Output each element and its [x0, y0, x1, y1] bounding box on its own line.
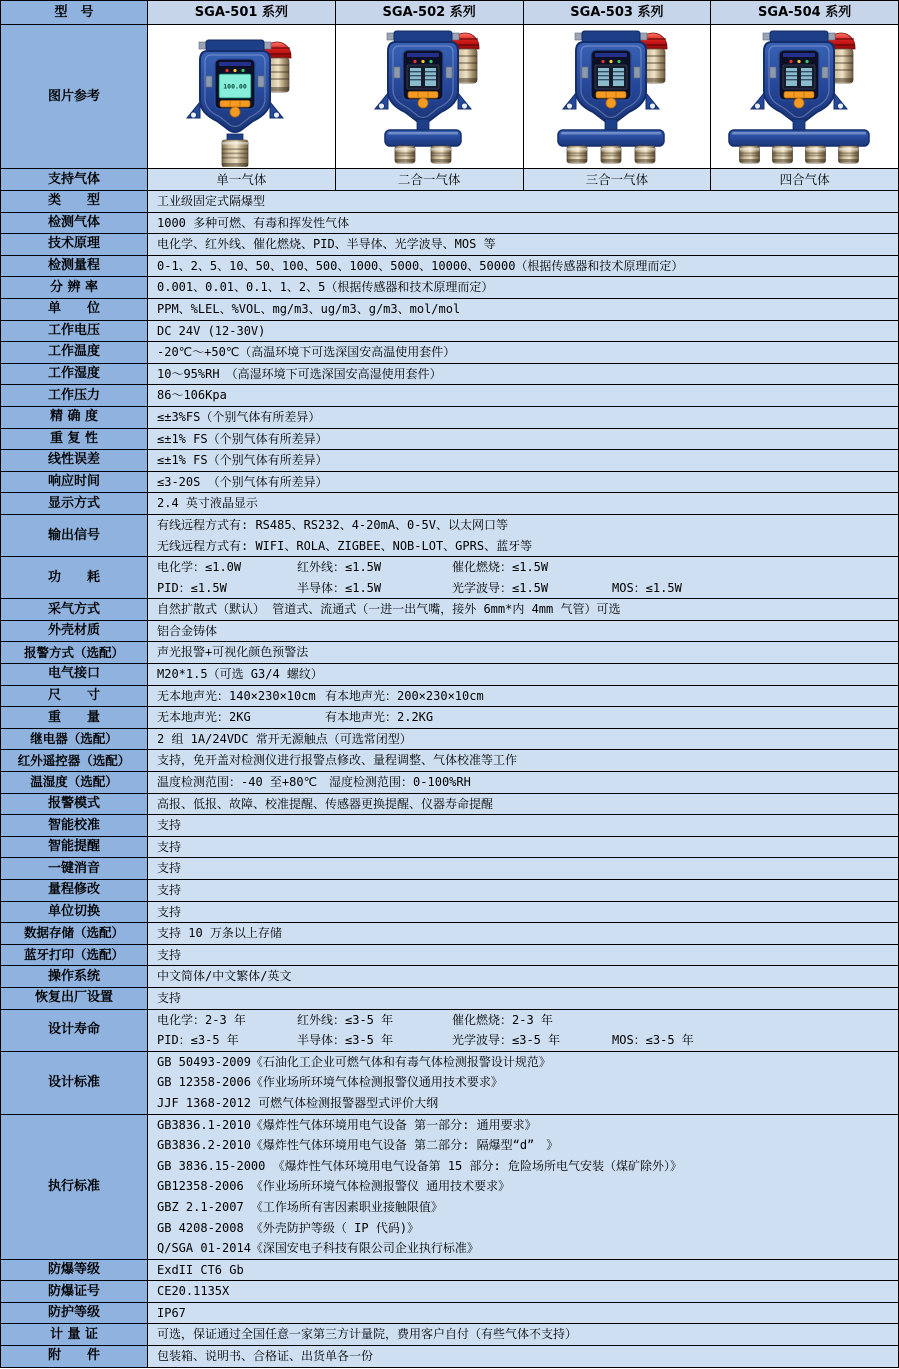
model-header-sga-504: SGA-504 系列	[711, 1, 898, 24]
spec-row-value	[148, 1281, 898, 1302]
value-line	[157, 1260, 894, 1281]
spec-row-value	[148, 945, 898, 966]
spec-row-label: 智能提醒	[1, 837, 148, 858]
value-line	[157, 342, 894, 363]
value-line	[157, 966, 894, 987]
value-line	[157, 256, 894, 277]
spec-row	[1, 320, 898, 342]
spec-row	[1, 1280, 898, 1302]
value-segment: ExdII CT6 Gb	[157, 1262, 244, 1277]
value-line	[157, 472, 894, 493]
sensor-probe	[222, 140, 248, 167]
value-segment: 10～95%RH （高湿环境下可选深国安高湿使用套件）	[157, 366, 442, 381]
value-segment: 支持	[157, 839, 182, 854]
value-line	[157, 1052, 894, 1073]
value-line	[157, 729, 894, 750]
spec-row	[1, 598, 898, 620]
value-segment: 2.4 英寸液晶显示	[157, 496, 258, 511]
spec-row-label: 重 复 性	[1, 429, 148, 450]
spec-row-label: 计 量 证	[1, 1324, 148, 1345]
spec-row	[1, 255, 898, 277]
value-line	[157, 557, 894, 578]
value-line	[157, 1218, 894, 1239]
value-line	[157, 407, 894, 428]
value-line	[157, 429, 894, 450]
spec-row-label: 检测量程	[1, 256, 148, 277]
value-line	[157, 1281, 894, 1302]
value-segment: 催化燃烧：≤1.5W	[452, 560, 549, 575]
spec-row-label: 工作电压	[1, 321, 148, 342]
device-image-sga-501	[148, 26, 334, 167]
value-segment: 高报、低报、故障、校准提醒、传感器更换提醒、仪器寿命提醒	[157, 796, 494, 811]
spec-row-label: 精 确 度	[1, 407, 148, 428]
spec-row-value	[148, 923, 898, 944]
value-line	[157, 642, 894, 663]
spec-row	[1, 987, 898, 1009]
spec-row	[1, 771, 898, 793]
spec-row	[1, 449, 898, 471]
spec-row	[1, 793, 898, 815]
spec-row-label: 工作压力	[1, 385, 148, 406]
value-line	[157, 815, 894, 836]
value-line	[157, 1303, 894, 1324]
value-segment: 电化学、红外线、催化燃烧、PID、半导体、光学波导、MOS 等	[157, 237, 496, 252]
value-segment: PPM、%LEL、%VOL、mg/m3、ug/m3、g/m3、mol/mol	[157, 301, 461, 316]
detector-head	[751, 31, 847, 123]
spec-row-label: 功 耗	[1, 557, 148, 598]
value-segment: PID：≤1.5W	[157, 580, 227, 595]
value-segment: 86～106Kpa	[157, 388, 227, 403]
value-segment: 0-1、2、5、10、50、100、500、1000、5000、10000、50000（根据传感器和技术原理而定）	[157, 258, 684, 273]
model-header-sga-502: SGA-502 系列	[336, 1, 524, 24]
value-segment: MOS：≤3-5 年	[612, 1033, 694, 1048]
value-segment: 有线远程方式有: RS485、RS232、4-20mA、0-5V、以太网口等	[157, 517, 508, 532]
spec-row	[1, 836, 898, 858]
value-line	[157, 1115, 894, 1136]
spec-row-label: 单位切换	[1, 902, 148, 923]
sensor-probe	[431, 146, 451, 163]
spec-row	[1, 965, 898, 987]
spec-row-value	[148, 686, 898, 707]
spec-row-label: 类 型	[1, 191, 148, 212]
spec-row-value	[148, 277, 898, 298]
value-line	[157, 1197, 894, 1218]
value-line	[157, 1030, 894, 1051]
spec-row	[1, 298, 898, 320]
device-image-cell-4	[711, 25, 898, 168]
value-line	[157, 321, 894, 342]
value-segment: GB3836.2-2010《爆炸性气体环境用电气设备 第二部分: 隔爆型“d” 》	[157, 1138, 559, 1153]
spec-row-value	[148, 191, 898, 212]
value-segment: M20*1.5（可选 G3/4 螺纹）	[157, 667, 323, 682]
spec-row-label: 设计寿命	[1, 1010, 148, 1051]
spec-row-value	[148, 966, 898, 987]
value-segment: 自然扩散式（默认） 管道式、流通式（一进一出气嘴，接外 6mm*内 4mm 气管）可选	[157, 602, 621, 617]
value-segment: MOS：≤1.5W	[612, 580, 682, 595]
value-segment: ≤3-20S （个别气体有所差异）	[157, 474, 328, 489]
value-segment: GB 3836.15-2000 《爆炸性气体环境用电气设备第 15 部分: 危险场所电气安装（煤矿除外）》	[157, 1158, 682, 1173]
spec-row-value	[148, 364, 898, 385]
value-segment: 支持	[157, 990, 182, 1005]
value-line	[157, 299, 894, 320]
spec-row-value	[148, 707, 898, 728]
spec-row	[1, 556, 898, 598]
value-line	[157, 664, 894, 685]
gas-type-single: 单一气体	[148, 169, 336, 190]
value-line	[157, 1156, 894, 1177]
value-segment: -20℃～+50℃（高温环境下可选深国安高温使用套件）	[157, 345, 456, 360]
sensor-probe	[772, 146, 792, 163]
spec-row-value	[148, 472, 898, 493]
value-segment: 支持 10 万条以上存储	[157, 926, 282, 941]
spec-row	[1, 384, 898, 406]
sensor-probe	[805, 146, 825, 163]
value-line	[157, 794, 894, 815]
gas-type-4in1: 四合气体	[711, 169, 898, 190]
gas-row-label: 支持气体	[1, 169, 148, 190]
spec-row-value	[148, 429, 898, 450]
spec-row-value	[148, 407, 898, 428]
spec-row	[1, 428, 898, 450]
value-segment: 光学波导：≤1.5W	[452, 580, 549, 595]
value-segment: 无线远程方式有: WIFI、ROLA、ZIGBEE、NOB-LOT、GPRS、蓝牙等	[157, 538, 533, 553]
spec-row-label: 量程修改	[1, 880, 148, 901]
value-segment: 红外线：≤3-5 年	[297, 1012, 394, 1027]
spec-row-value	[148, 750, 898, 771]
device-image-cell-3	[524, 25, 712, 168]
value-segment: 电化学：≤1.0W	[157, 560, 242, 575]
spec-row-label: 智能校准	[1, 815, 148, 836]
value-segment: 0.001、0.01、0.1、1、2、5（根据传感器和技术原理而定）	[157, 280, 494, 295]
spec-row-value	[148, 342, 898, 363]
value-line	[157, 599, 894, 620]
spec-row-label: 单 位	[1, 299, 148, 320]
value-segment: 可选，保证通过全国任意一家第三方计量院，费用客户自付（有些气体不支持）	[157, 1327, 578, 1342]
image-reference-row	[1, 24, 898, 168]
device-image-cell-1	[148, 25, 336, 168]
spec-row-value	[148, 1115, 898, 1259]
spec-row	[1, 879, 898, 901]
value-segment: GBZ 2.1-2007 《工作场所有害因素职业接触限值》	[157, 1199, 443, 1214]
value-segment: 支持	[157, 947, 182, 962]
supported-gas-row	[1, 168, 898, 190]
spec-row-value	[148, 599, 898, 620]
spec-row	[1, 492, 898, 514]
value-segment: DC 24V (12-30V)	[157, 323, 266, 338]
value-segment: 工业级固定式隔爆型	[157, 194, 266, 208]
spec-row-value	[148, 1324, 898, 1345]
spec-row	[1, 514, 898, 556]
spec-row	[1, 620, 898, 642]
spec-row-value	[148, 858, 898, 879]
value-segment: 温度检测范围：-40 至+80℃ 湿度检测范围：0-100%RH	[157, 775, 471, 790]
value-line	[157, 1093, 894, 1114]
value-segment: CE20.1135X	[157, 1284, 230, 1299]
spec-row	[1, 363, 898, 385]
value-line	[157, 536, 894, 557]
spec-row-value	[148, 515, 898, 556]
value-segment: 半导体：≤3-5 年	[297, 1033, 394, 1048]
sensor-probe	[601, 146, 621, 163]
value-line	[157, 450, 894, 471]
value-segment: 无本地声光：140×230×10cm	[157, 688, 316, 703]
spec-row	[1, 471, 898, 493]
spec-row-label: 操作系统	[1, 966, 148, 987]
value-segment: ≤±3%FS（个别气体有所差异）	[157, 409, 321, 424]
spec-row-value	[148, 234, 898, 255]
value-line	[157, 1346, 894, 1367]
value-segment: 红外线：≤1.5W	[297, 560, 382, 575]
value-segment: 有本地声光：2.2KG	[325, 710, 434, 725]
spec-row	[1, 857, 898, 879]
value-segment: 2 组 1A/24VDC 常开无源触点（可选常闭型）	[157, 731, 412, 746]
spec-row-label: 防护等级	[1, 1303, 148, 1324]
value-segment: PID：≤3-5 年	[157, 1033, 239, 1048]
spec-row-value	[148, 213, 898, 234]
spec-row-label: 防爆证号	[1, 1281, 148, 1302]
spec-row-label: 恢复出厂设置	[1, 988, 148, 1009]
spec-row-value	[148, 642, 898, 663]
value-segment: 1000 多种可燃、有毒和挥发性气体	[157, 215, 350, 230]
image-row-label: 图片参考	[1, 25, 148, 168]
spec-row-value	[148, 1346, 898, 1367]
spec-row-value	[148, 880, 898, 901]
value-segment: ≤±1% FS（个别气体有所差异）	[157, 453, 328, 468]
value-segment: 无本地声光：2KG	[157, 710, 251, 725]
value-segment: GB 12358-2006《作业场所环境气体检测报警仪通用技术要求》	[157, 1075, 503, 1090]
value-line	[157, 880, 894, 901]
spec-row	[1, 1009, 898, 1051]
value-segment: 包装箱、说明书、合格证、出货单各一份	[157, 1349, 374, 1364]
value-segment: 铝合金铸体	[157, 623, 218, 638]
spec-row-label: 防爆等级	[1, 1260, 148, 1281]
spec-row-label: 电气接口	[1, 664, 148, 685]
spec-row-value	[148, 1260, 898, 1281]
value-line	[157, 213, 894, 234]
value-line	[157, 1176, 894, 1197]
sensor-probe	[567, 146, 587, 163]
spec-row-label: 线性误差	[1, 450, 148, 471]
spec-row	[1, 406, 898, 428]
spec-row-label: 重 量	[1, 707, 148, 728]
spec-row-label: 一键消音	[1, 858, 148, 879]
value-line	[157, 578, 894, 599]
value-segment: GB 50493-2009《石油化工企业可燃气体和有毒气体检测报警设计规范》	[157, 1054, 551, 1069]
spec-row-value	[148, 772, 898, 793]
value-segment: 催化燃烧：2-3 年	[452, 1012, 553, 1027]
spec-row-label: 执行标准	[1, 1115, 148, 1259]
value-segment: Q/SGA 01-2014《深国安电子科技有限公司企业执行标准》	[157, 1241, 479, 1256]
spec-row-label: 蓝牙打印（选配）	[1, 945, 148, 966]
spec-row	[1, 1114, 898, 1259]
svg-text:100.00: 100.00	[223, 82, 248, 91]
model-header-sga-501: SGA-501 系列	[148, 1, 336, 24]
spec-row	[1, 1302, 898, 1324]
spec-row-label: 采气方式	[1, 599, 148, 620]
spec-row-label: 外壳材质	[1, 621, 148, 642]
spec-row-value	[148, 794, 898, 815]
value-line	[157, 1324, 894, 1345]
device-image-sga-504	[712, 26, 898, 167]
value-segment: ≤±1% FS（个别气体有所差异）	[157, 431, 328, 446]
spec-row-label: 继电器（选配）	[1, 729, 148, 750]
spec-row-label: 工作温度	[1, 342, 148, 363]
spec-row-label: 响应时间	[1, 472, 148, 493]
spec-row	[1, 814, 898, 836]
spec-row	[1, 685, 898, 707]
value-line	[157, 750, 894, 771]
value-line	[157, 902, 894, 923]
detector-head	[563, 31, 659, 123]
value-segment: 有本地声光：200×230×10cm	[325, 688, 484, 703]
spec-row-value	[148, 1052, 898, 1114]
value-line	[157, 277, 894, 298]
value-segment: 支持，免开盖对检测仪进行报警点修改、量程调整、气体校准等工作	[157, 753, 518, 768]
gas-type-3in1: 三合一气体	[524, 169, 712, 190]
value-line	[157, 945, 894, 966]
spec-row-label: 检测气体	[1, 213, 148, 234]
device-image-cell-2	[336, 25, 524, 168]
value-line	[157, 191, 894, 212]
value-segment: 支持	[157, 904, 182, 919]
spec-row-label: 设计标准	[1, 1052, 148, 1114]
spec-row-value	[148, 988, 898, 1009]
value-line	[157, 686, 894, 707]
spec-row-value	[148, 902, 898, 923]
spec-row-value	[148, 299, 898, 320]
spec-row	[1, 1345, 898, 1367]
value-line	[157, 837, 894, 858]
device-image-sga-502	[336, 26, 522, 167]
spec-row-label: 技术原理	[1, 234, 148, 255]
spec-row	[1, 1051, 898, 1114]
value-segment: GB12358-2006 《作业场所环境气体检测报警仪 通用技术要求》	[157, 1179, 511, 1194]
value-segment: JJF 1368-2012 可燃气体检测报警器型式评价大纲	[157, 1095, 439, 1110]
spec-row	[1, 749, 898, 771]
value-segment: 支持	[157, 883, 182, 897]
spec-row-value	[148, 1303, 898, 1324]
spec-row	[1, 276, 898, 298]
spec-row-label: 尺 寸	[1, 686, 148, 707]
detector-head	[375, 31, 471, 123]
value-line	[157, 707, 894, 728]
value-line	[157, 1010, 894, 1031]
value-segment: GB3836.1-2010《爆炸性气体环境用电气设备 第一部分: 通用要求》	[157, 1117, 537, 1132]
value-line	[157, 515, 894, 536]
spec-row	[1, 233, 898, 255]
value-segment: GB 4208-2008 《外壳防护等级（ IP 代码)》	[157, 1220, 420, 1235]
spec-row-value	[148, 385, 898, 406]
value-line	[157, 493, 894, 514]
value-line	[157, 1135, 894, 1156]
spec-row-value	[148, 664, 898, 685]
spec-row-value	[148, 450, 898, 471]
sensor-probe	[739, 146, 759, 163]
detector-head	[187, 40, 283, 132]
value-line	[157, 772, 894, 793]
spec-row	[1, 706, 898, 728]
spec-row-value	[148, 321, 898, 342]
spec-row-label: 数据存储（选配）	[1, 923, 148, 944]
spec-row-label: 附 件	[1, 1346, 148, 1367]
value-line	[157, 385, 894, 406]
value-segment: 半导体：≤1.5W	[297, 580, 382, 595]
spec-row-value	[148, 557, 898, 598]
value-segment: 电化学：2-3 年	[157, 1012, 246, 1027]
spec-row	[1, 1259, 898, 1281]
value-line	[157, 621, 894, 642]
spec-row-label: 报警方式（选配）	[1, 642, 148, 663]
value-line	[157, 923, 894, 944]
spec-row	[1, 663, 898, 685]
sensor-probe	[635, 146, 655, 163]
spec-row-value	[148, 1010, 898, 1051]
value-line	[157, 364, 894, 385]
spec-row-label: 分 辨 率	[1, 277, 148, 298]
value-segment: 声光报警+可视化颜色预警法	[157, 645, 309, 660]
spec-row	[1, 922, 898, 944]
spec-row-value	[148, 493, 898, 514]
model-header-label: 型 号	[1, 1, 148, 24]
value-segment: 中文简体/中文繁体/英文	[157, 969, 292, 984]
spec-row	[1, 341, 898, 363]
device-image-sga-503	[524, 26, 710, 167]
spec-row-label: 工作湿度	[1, 364, 148, 385]
model-header-row	[1, 1, 898, 24]
spec-row-label: 输出信号	[1, 515, 148, 556]
spec-row	[1, 728, 898, 750]
value-line	[157, 1238, 894, 1259]
gas-type-2in1: 二合一气体	[336, 169, 524, 190]
spec-row-label: 报警模式	[1, 794, 148, 815]
sensor-probe	[838, 146, 858, 163]
value-segment: 光学波导：≤3-5 年	[452, 1033, 561, 1048]
spec-row-label: 温湿度（选配）	[1, 772, 148, 793]
value-segment: 支持	[157, 818, 182, 833]
value-line	[157, 1072, 894, 1093]
spec-row	[1, 641, 898, 663]
value-line	[157, 858, 894, 879]
spec-row	[1, 190, 898, 212]
spec-row	[1, 944, 898, 966]
spec-row	[1, 1323, 898, 1345]
spec-row-value	[148, 729, 898, 750]
spec-row	[1, 212, 898, 234]
spec-row-value	[148, 621, 898, 642]
spec-row-value	[148, 815, 898, 836]
value-line	[157, 988, 894, 1009]
spec-row-value	[148, 837, 898, 858]
spec-row-value	[148, 256, 898, 277]
sensor-probe	[395, 146, 415, 163]
spec-row	[1, 901, 898, 923]
value-segment: 支持	[157, 861, 182, 876]
spec-row-label: 红外遥控器（选配）	[1, 750, 148, 771]
value-line	[157, 234, 894, 255]
spec-row-label: 显示方式	[1, 493, 148, 514]
model-header-sga-503: SGA-503 系列	[524, 1, 712, 24]
value-segment: IP67	[157, 1305, 186, 1320]
